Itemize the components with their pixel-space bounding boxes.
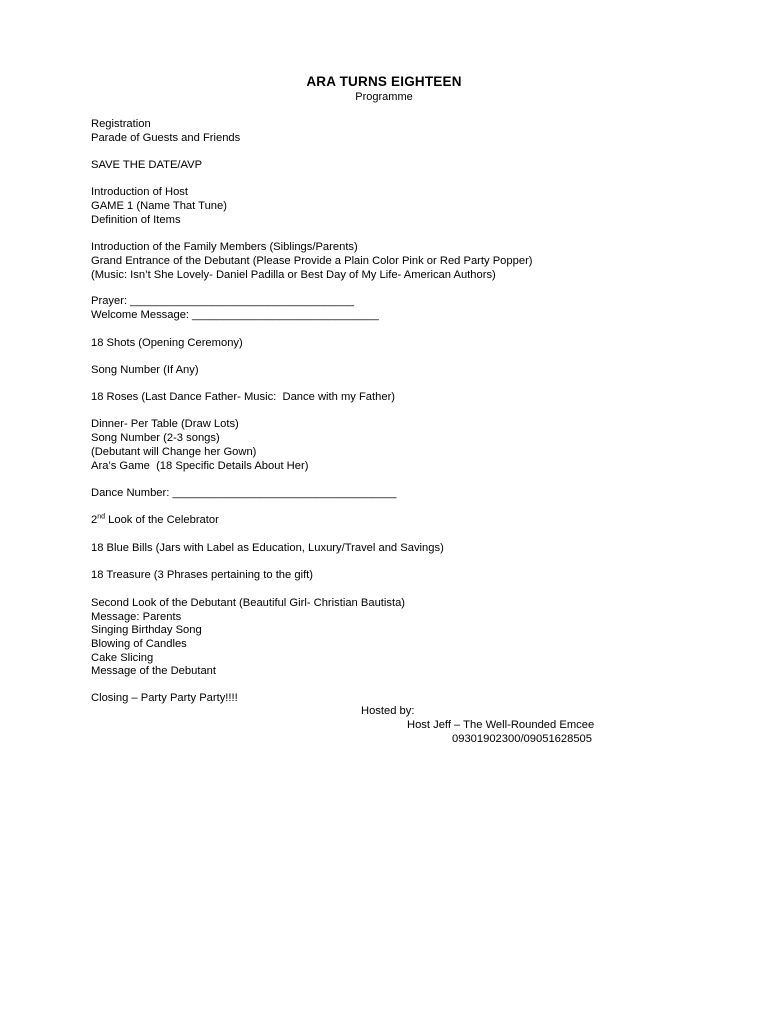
program-item: Singing Birthday Song xyxy=(91,624,202,636)
program-item: Ara’s Game (18 Specific Details About Her) xyxy=(91,460,309,472)
program-item: Cake Slicing xyxy=(91,652,154,664)
program-item: Second Look of the Debutant (Beautiful Girl- Christian Bautista) xyxy=(91,597,406,609)
page-subtitle: Programme xyxy=(355,91,413,103)
program-item-text: Look of the Celebrator xyxy=(105,514,219,526)
program-item: 18 Blue Bills (Jars with Label as Education, Luxury/Travel and Savings) xyxy=(91,542,444,554)
program-item: 18 Roses (Last Dance Father- Music: Dance with my Father) xyxy=(91,391,396,403)
program-item: (Music: Isn’t She Lovely- Daniel Padilla or Best Day of My Life- American Authors) xyxy=(91,269,496,281)
program-item: Introduction of the Family Members (Siblings/Parents) xyxy=(91,241,358,253)
program-item: Song Number (2-3 songs) xyxy=(91,432,220,444)
program-item: GAME 1 (Name That Tune) xyxy=(91,200,227,212)
program-item: Message: Parents xyxy=(91,611,182,623)
program-item: Registration xyxy=(91,118,151,130)
program-item: Blowing of Candles xyxy=(91,638,187,650)
ordinal-suffix: nd xyxy=(97,513,106,521)
program-item: Message of the Debutant xyxy=(91,665,217,677)
program-item: 18 Shots (Opening Ceremony) xyxy=(91,337,243,349)
hosted-by-label: Hosted by: xyxy=(361,705,415,717)
host-phone: 09301902300/09051628505 xyxy=(452,733,592,745)
ordinal-number: 2 xyxy=(91,514,98,526)
program-item xyxy=(91,514,219,528)
program-item: Introduction of Host xyxy=(91,186,189,198)
program-item: 18 Treasure (3 Phrases pertaining to the gift) xyxy=(91,569,314,581)
program-item: Prayer: ____________________________________ xyxy=(91,295,355,307)
program-item: Parade of Guests and Friends xyxy=(91,132,241,144)
program-item: Welcome Message: ______________________________ xyxy=(91,309,379,321)
program-item: Grand Entrance of the Debutant (Please Provide a Plain Color Pink or Red Party Popper) xyxy=(91,255,533,267)
program-item: Definition of Items xyxy=(91,214,181,226)
page-title: ARA TURNS EIGHTEEN xyxy=(306,74,462,89)
program-item: Song Number (If Any) xyxy=(91,364,199,376)
program-item: SAVE THE DATE/AVP xyxy=(91,159,203,171)
program-item: Dance Number: ____________________________________ xyxy=(91,487,397,499)
host-name: Host Jeff – The Well-Rounded Emcee xyxy=(407,719,595,731)
program-item: (Debutant will Change her Gown) xyxy=(91,446,257,458)
program-item: Dinner- Per Table (Draw Lots) xyxy=(91,418,239,430)
program-item: Closing – Party Party Party!!!! xyxy=(91,692,238,704)
